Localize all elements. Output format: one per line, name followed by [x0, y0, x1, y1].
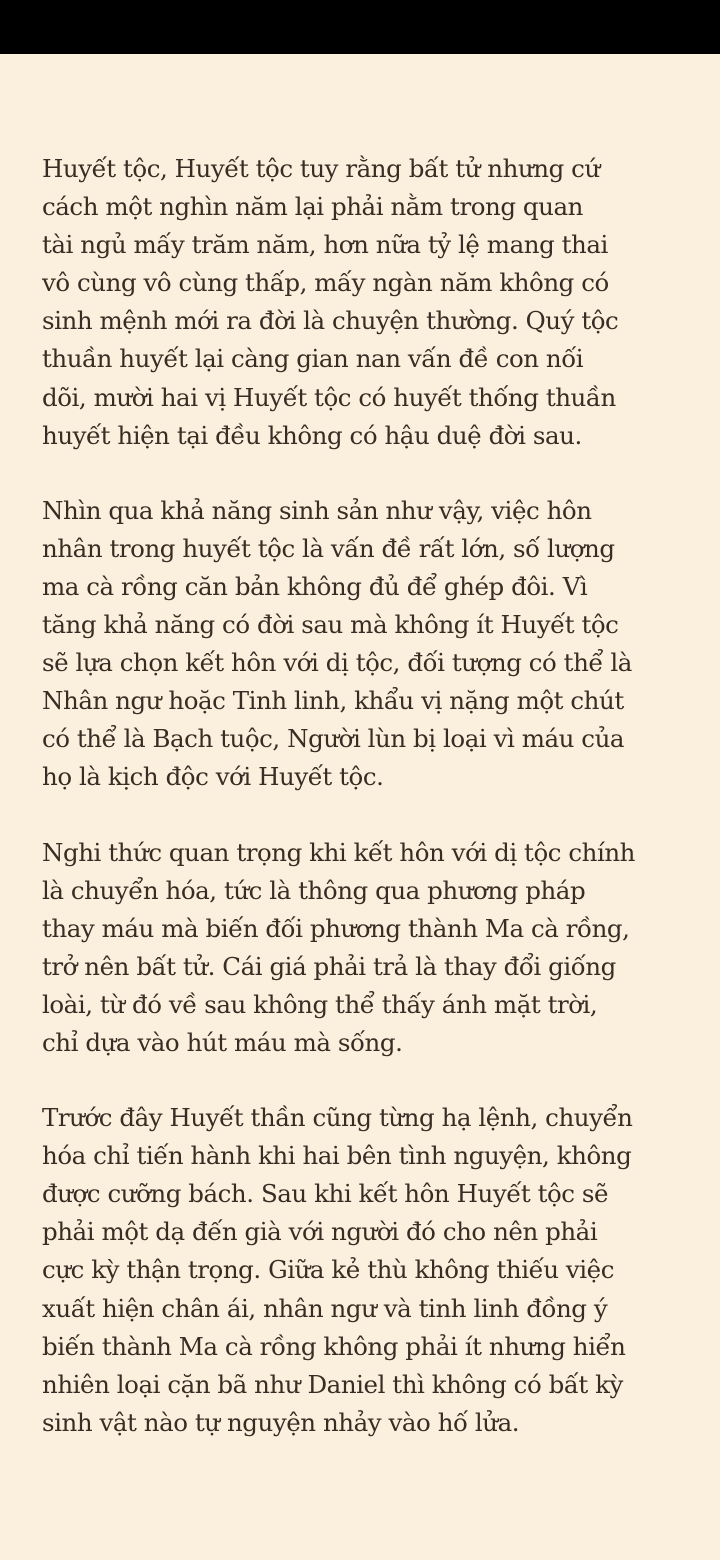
text-line: biến thành Ma cà rồng không phải ít nhưng hiển — [42, 1331, 626, 1361]
text-line: loài, từ đó về sau không thể thấy ánh mặt trời, — [42, 989, 598, 1019]
text-line: Nhìn qua khả năng sinh sản như vậy, việc hôn — [42, 495, 592, 525]
text-line: phải một dạ đến già với người đó cho nên phải — [42, 1217, 598, 1247]
status-bar — [0, 0, 720, 54]
paragraph — [42, 150, 682, 455]
text-line: thay máu mà biến đối phương thành Ma cà rồng, — [42, 913, 630, 943]
text-line: cực kỳ thận trọng. Giữa kẻ thù không thiếu việc — [42, 1255, 615, 1285]
reading-area[interactable] — [42, 150, 682, 1479]
text-line: trở nên bất tử. Cái giá phải trả là thay đổi giống — [42, 951, 616, 981]
text-line: Nghi thức quan trọng khi kết hôn với dị tộc chính — [42, 837, 635, 867]
paragraph — [42, 834, 682, 1063]
text-line: tài ngủ mấy trăm năm, hơn nữa tỷ lệ mang thai — [42, 230, 608, 260]
text-line: dõi, mười hai vị Huyết tộc có huyết thống thuần — [42, 382, 616, 412]
text-line: sinh vật nào tự nguyện nhảy vào hố lửa. — [42, 1407, 520, 1437]
text-line: sẽ lựa chọn kết hôn với dị tộc, đối tượng có thể là — [42, 648, 632, 678]
text-line: là chuyển hóa, tức là thông qua phương pháp — [42, 875, 586, 905]
text-line: thuần huyết lại càng gian nan vấn đề con nối — [42, 344, 584, 374]
text-line: nhân trong huyết tộc là vấn đề rất lớn, số lượng — [42, 533, 615, 563]
paragraph — [42, 1099, 682, 1442]
paragraph — [42, 492, 682, 797]
text-line: chỉ dựa vào hút máu mà sống. — [42, 1027, 403, 1057]
text-line: vô cùng vô cùng thấp, mấy ngàn năm không có — [42, 268, 609, 298]
text-line: huyết hiện tại đều không có hậu duệ đời sau. — [42, 420, 582, 450]
text-line: ma cà rồng căn bản không đủ để ghép đôi. Vì — [42, 571, 588, 601]
text-line: xuất hiện chân ái, nhân ngư và tinh linh đồng ý — [42, 1293, 608, 1323]
text-line: nhiên loại cặn bã như Daniel thì không có bất kỳ — [42, 1369, 623, 1399]
text-line: cách một nghìn năm lại phải nằm trong quan — [42, 192, 583, 222]
text-line: Nhân ngư hoặc Tinh linh, khẩu vị nặng một chút — [42, 686, 624, 716]
text-line: có thể là Bạch tuộc, Người lùn bị loại vì máu của — [42, 724, 625, 754]
text-line: sinh mệnh mới ra đời là chuyện thường. Quý tộc — [42, 306, 619, 336]
text-line: tăng khả năng có đời sau mà không ít Huyết tộc — [42, 610, 619, 640]
text-line: Huyết tộc, Huyết tộc tuy rằng bất tử nhưng cứ — [42, 154, 600, 183]
text-line: được cưỡng bách. Sau khi kết hôn Huyết tộc sẽ — [42, 1179, 609, 1209]
text-line: Trước đây Huyết thần cũng từng hạ lệnh, chuyển — [42, 1103, 633, 1133]
text-line: họ là kịch độc với Huyết tộc. — [42, 762, 384, 792]
text-line: hóa chỉ tiến hành khi hai bên tình nguyện, không — [42, 1141, 632, 1171]
